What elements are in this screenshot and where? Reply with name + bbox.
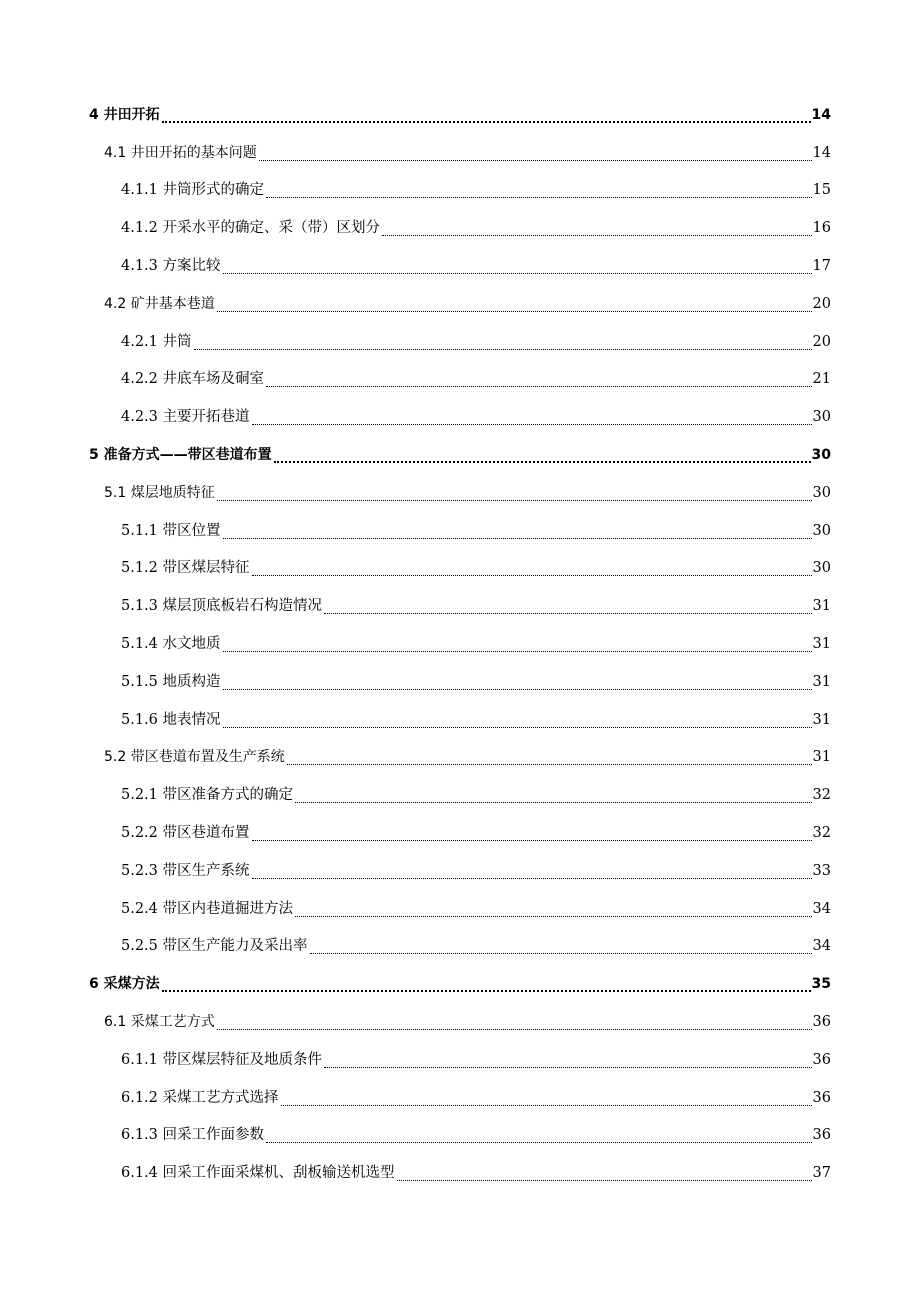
dot-leader [324, 1067, 812, 1068]
toc-page-number: 30 [811, 447, 831, 464]
toc-page-number: 32 [812, 825, 831, 842]
toc-entry-title: 5.1.1 带区位置 [121, 522, 221, 539]
dot-leader [162, 990, 811, 992]
toc-page-number: 21 [812, 371, 831, 388]
toc-entry-level-1[interactable] [0, 965, 920, 1003]
dot-leader [252, 575, 812, 576]
dot-leader [194, 349, 812, 350]
toc-entry-title: 5.1.2 带区煤层特征 [121, 560, 250, 577]
toc-entry-title: 4 井田开拓 [89, 106, 160, 123]
toc-entry-level-3[interactable] [0, 398, 920, 436]
toc-entry-level-2[interactable] [0, 285, 920, 323]
dot-leader [274, 461, 811, 463]
toc-page-number: 30 [812, 522, 831, 539]
toc-entry-title: 5.2.3 带区生产系统 [121, 862, 250, 879]
toc-entry-title: 5.2.5 带区生产能力及采出率 [121, 938, 308, 955]
toc-entry-level-2[interactable] [0, 1003, 920, 1041]
toc-entry-title: 4.1.2 开采水平的确定、采（带）区划分 [121, 220, 381, 237]
toc-entry-title: 5.1.6 地表情况 [121, 711, 221, 728]
toc-entry-level-2[interactable] [0, 134, 920, 172]
toc-entry-title: 4.2.2 井底车场及硐室 [121, 371, 265, 388]
toc-page-number: 14 [812, 144, 831, 161]
toc-entry-title: 4.1.3 方案比较 [121, 258, 221, 275]
toc-entry-title: 5.1.3 煤层顶底板岩石构造情况 [121, 598, 323, 615]
toc-entry-title: 5 准备方式——带区巷道布置 [89, 447, 272, 464]
toc-page-number: 31 [812, 673, 831, 690]
toc-entry-level-2[interactable] [0, 474, 920, 512]
dot-leader [223, 727, 812, 728]
toc-entry-title: 6 采煤方法 [89, 976, 160, 993]
toc-entry-title: 4.2.1 井筒 [121, 333, 192, 350]
toc-entry-level-3[interactable] [0, 1154, 920, 1192]
toc-entry-title: 6.1.3 回采工作面参数 [121, 1127, 265, 1144]
dot-leader [382, 235, 812, 236]
toc-entry-level-3[interactable] [0, 361, 920, 399]
dot-leader [295, 916, 812, 917]
dot-leader [397, 1180, 812, 1181]
toc-entry-title: 5.2.4 带区内巷道掘进方法 [121, 900, 294, 917]
dot-leader [217, 311, 812, 312]
toc-entry-level-3[interactable] [0, 1117, 920, 1155]
toc-page-number: 17 [812, 258, 831, 275]
toc-entry-title: 4.1.1 井筒形式的确定 [121, 182, 265, 199]
toc-page-number: 30 [812, 409, 831, 426]
toc-entry-level-3[interactable] [0, 1079, 920, 1117]
toc-entry-title: 5.2.1 带区准备方式的确定 [121, 787, 294, 804]
toc-entry-title: 5.1 煤层地质特征 [104, 484, 215, 501]
dot-leader [217, 1029, 812, 1030]
toc-entry-title: 5.1.5 地质构造 [121, 673, 221, 690]
toc-page-number: 34 [812, 938, 831, 955]
toc-entry-level-3[interactable] [0, 663, 920, 701]
toc-entry-level-3[interactable] [0, 852, 920, 890]
dot-leader [252, 878, 812, 879]
toc-entry-level-1[interactable] [0, 436, 920, 474]
toc-entry-level-3[interactable] [0, 209, 920, 247]
toc-entry-level-3[interactable] [0, 323, 920, 361]
dot-leader [252, 424, 812, 425]
toc-entry-level-2[interactable] [0, 739, 920, 777]
dot-leader [223, 651, 812, 652]
toc-page-number: 30 [812, 484, 831, 501]
dot-leader [281, 1105, 812, 1106]
toc-page-number: 36 [812, 1051, 831, 1068]
toc-page-number: 34 [812, 900, 831, 917]
toc-page-number: 20 [812, 333, 831, 350]
dot-leader [310, 953, 812, 954]
toc-entry-level-3[interactable] [0, 172, 920, 210]
toc-entry-level-3[interactable] [0, 1041, 920, 1079]
toc-entry-level-3[interactable] [0, 928, 920, 966]
toc-entry-title: 5.1.4 水文地质 [121, 636, 221, 653]
dot-leader [217, 500, 812, 501]
toc-page-number: 31 [812, 598, 831, 615]
toc-page-number: 31 [812, 749, 831, 766]
toc-entry-level-3[interactable] [0, 550, 920, 588]
dot-leader [324, 613, 812, 614]
toc-entry-level-3[interactable] [0, 776, 920, 814]
toc-page-number: 32 [812, 787, 831, 804]
toc-entry-title: 6.1.4 回采工作面采煤机、刮板输送机选型 [121, 1165, 395, 1182]
toc-entry-title: 5.2 带区巷道布置及生产系统 [104, 749, 285, 766]
toc-entry-level-3[interactable] [0, 701, 920, 739]
dot-leader [223, 689, 812, 690]
toc-page-number: 36 [812, 1127, 831, 1144]
toc-page-number: 14 [811, 106, 831, 123]
toc-entry-level-3[interactable] [0, 625, 920, 663]
toc-entry-title: 6.1 采煤工艺方式 [104, 1014, 215, 1031]
toc-entry-title: 4.2 矿井基本巷道 [104, 295, 215, 312]
table-of-contents [0, 96, 920, 1192]
toc-entry-level-3[interactable] [0, 587, 920, 625]
toc-entry-level-3[interactable] [0, 890, 920, 928]
dot-leader [252, 840, 812, 841]
toc-page-number: 37 [812, 1165, 831, 1182]
toc-page-number: 20 [812, 295, 831, 312]
toc-entry-level-3[interactable] [0, 247, 920, 285]
dot-leader [266, 197, 812, 198]
dot-leader [223, 538, 812, 539]
toc-entry-title: 5.2.2 带区巷道布置 [121, 825, 250, 842]
dot-leader [162, 121, 811, 123]
toc-page-number: 15 [812, 182, 831, 199]
dot-leader [295, 802, 812, 803]
dot-leader [266, 386, 812, 387]
toc-page-number: 35 [811, 976, 831, 993]
toc-entry-title: 4.1 井田开拓的基本问题 [104, 144, 257, 161]
toc-entry-level-3[interactable] [0, 512, 920, 550]
toc-page-number: 30 [812, 560, 831, 577]
toc-page-number: 31 [812, 636, 831, 653]
toc-page-number: 33 [812, 862, 831, 879]
dot-leader [287, 764, 812, 765]
toc-entry-title: 6.1.1 带区煤层特征及地质条件 [121, 1051, 323, 1068]
toc-entry-title: 6.1.2 采煤工艺方式选择 [121, 1089, 279, 1106]
dot-leader [259, 160, 812, 161]
toc-entry-title: 4.2.3 主要开拓巷道 [121, 409, 250, 426]
toc-entry-level-1[interactable] [0, 96, 920, 134]
dot-leader [223, 273, 812, 274]
toc-page-number: 36 [812, 1089, 831, 1106]
dot-leader [266, 1142, 812, 1143]
toc-entry-level-3[interactable] [0, 814, 920, 852]
toc-page-number: 16 [812, 220, 831, 237]
toc-page-number: 31 [812, 711, 831, 728]
toc-page-number: 36 [812, 1014, 831, 1031]
